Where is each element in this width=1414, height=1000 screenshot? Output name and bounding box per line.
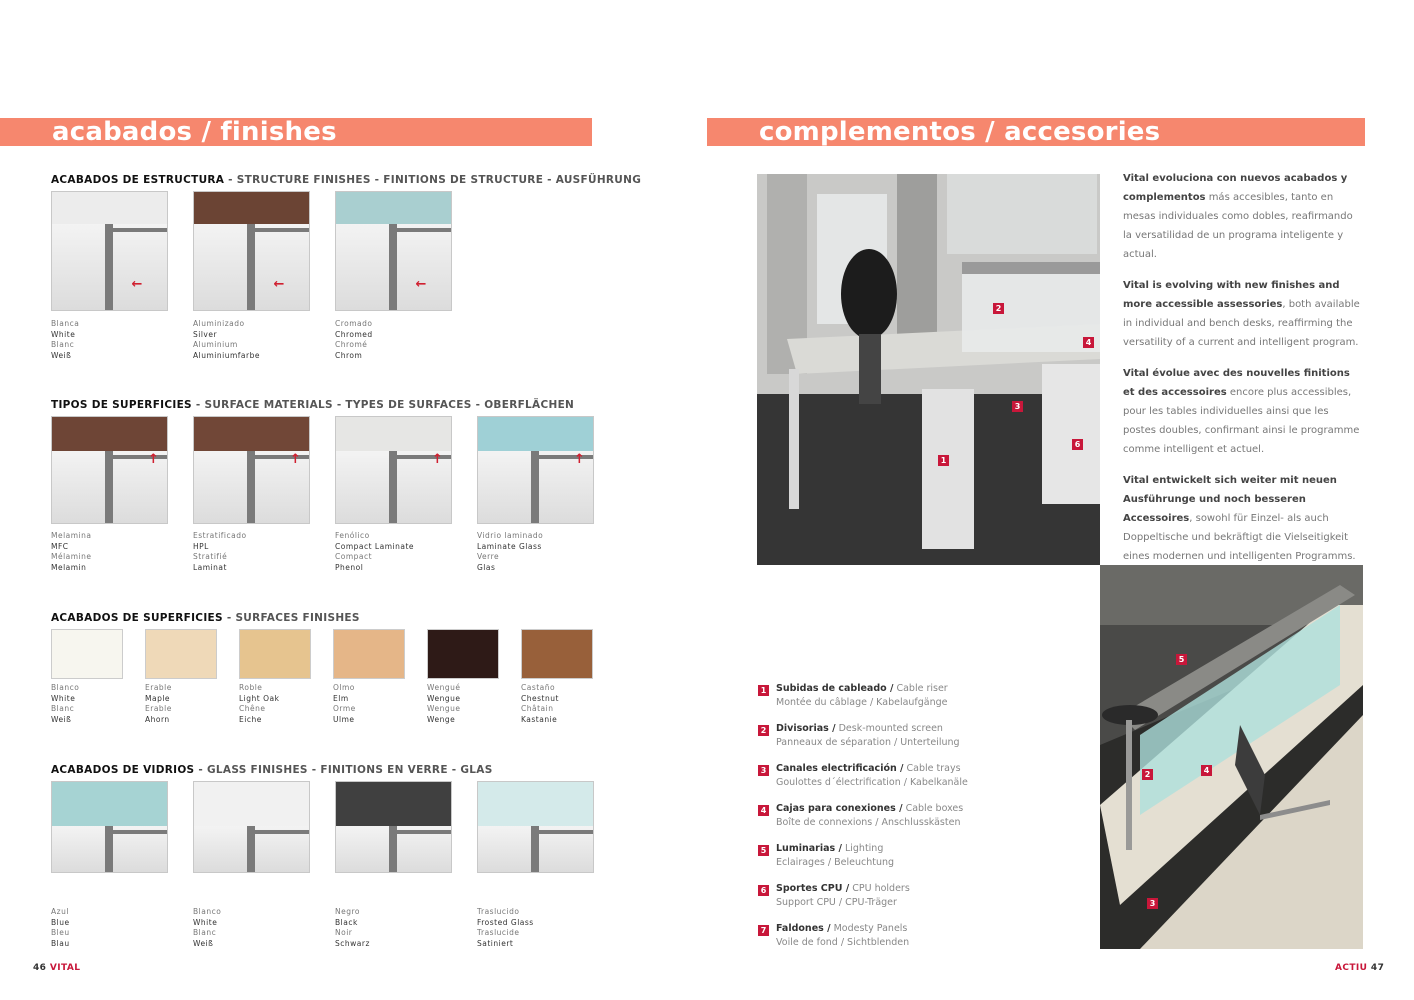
photo-marker: 3: [1147, 898, 1158, 909]
glass-finish-thumb: [477, 781, 594, 873]
finish-swatch: [427, 629, 499, 679]
finish-caption: [521, 683, 559, 725]
accessory-title: [776, 843, 883, 854]
glass-finish-thumb: [335, 781, 452, 873]
caption-de: Weiß: [193, 938, 214, 948]
caption-es: Roble: [239, 683, 263, 692]
caption-de: Weiß: [51, 714, 72, 724]
accessory-name-es: Subidas de cableado /: [776, 683, 894, 694]
desk-top-color: [336, 417, 451, 451]
caption-en: HPL: [193, 541, 209, 551]
caption-fr: Stratifié: [193, 552, 228, 562]
surface-material-thumb: [335, 416, 452, 524]
caption-es: Melamina: [51, 531, 92, 540]
accessory-number: 3: [758, 765, 769, 776]
arrow-icon: ↑: [573, 452, 585, 467]
accessory-name-es: Cajas para conexiones /: [776, 803, 903, 814]
desk-frame: [247, 228, 309, 232]
photo-marker: 3: [1012, 401, 1023, 412]
arrow-icon: ←: [131, 277, 143, 293]
finish-caption: [335, 907, 370, 949]
caption-en: Wengue: [427, 693, 461, 703]
intro-paragraph: [1123, 169, 1363, 264]
accessory-subtitle: Voile de fond / Sichtblenden: [776, 937, 910, 948]
banner-accessories: [707, 118, 1365, 146]
caption-fr: Chromé: [335, 340, 368, 350]
desk-frame: [247, 830, 309, 834]
finish-caption: [145, 683, 172, 725]
intro-text-body: encore plus accessibles, pour les tables individuelles ainsi que les postes doubles, confirmant ainsi le programme comme intelligent et actuel.: [1123, 387, 1360, 455]
desk-frame: [105, 224, 113, 310]
accessory-name-en: Cable trays: [903, 763, 961, 774]
intro-text-body: , both available in individual and bench desks, reaffirming the versatility of a current and intelligent program.: [1123, 299, 1360, 348]
desk-top-color: [336, 782, 451, 826]
surface-material-thumb: [51, 416, 168, 524]
intro-paragraph: [1123, 471, 1363, 566]
intro-bold: Vital evoluciona con nuevos acabados y complementos: [1123, 173, 1348, 203]
finish-caption: [193, 907, 221, 949]
desk-frame: [105, 830, 167, 834]
section-title-bold: ACABADOS DE ESTRUCTURA: [51, 174, 225, 186]
caption-de: Weiß: [51, 350, 72, 360]
caption-es: Olmo: [333, 683, 355, 692]
caption-en: Silver: [193, 329, 218, 339]
caption-es: Estratificado: [193, 531, 247, 540]
intro-text: [1123, 169, 1363, 578]
intro-text-body: más accesibles, tanto en mesas individuales como dobles, reafirmando la versatilidad de un programa inteligente y actual.: [1123, 192, 1353, 260]
desk-frame: [105, 451, 113, 523]
desk-frame: [105, 228, 167, 232]
accessory-subtitle: Goulottes d´électrification / Kabelkanäle: [776, 777, 968, 788]
accessory-title: [776, 683, 948, 694]
desk-frame: [531, 830, 593, 834]
footer-brand: VITAL: [49, 963, 81, 973]
accessory-name-en: Desk-mounted screen: [835, 723, 943, 734]
banner-finishes: [0, 118, 592, 146]
finish-caption: [239, 683, 279, 725]
caption-de: Ulme: [333, 714, 355, 724]
caption-de: Aluminiumfarbe: [193, 350, 260, 360]
section-title-rest: - SURFACES FINISHES: [222, 612, 360, 624]
desk-frame: [389, 228, 451, 232]
desk-top-color: [336, 192, 451, 224]
caption-de: Glas: [477, 562, 496, 572]
caption-en: Chestnut: [521, 693, 559, 703]
bench-desk-photo: [1100, 565, 1363, 949]
caption-en: Frosted Glass: [477, 917, 534, 927]
caption-en: Laminate Glass: [477, 541, 542, 551]
structure-finish-thumb: [51, 191, 168, 311]
accessory-number: 7: [758, 925, 769, 936]
desk-top-color: [52, 782, 167, 826]
caption-de: Laminat: [193, 562, 227, 572]
glass-finish-thumb: [51, 781, 168, 873]
page-title-left: acabados / finishes: [52, 117, 337, 147]
footer-right: [1335, 963, 1384, 973]
caption-fr: Bleu: [51, 928, 70, 938]
caption-fr: Chêne: [239, 704, 266, 714]
intro-text-body: , sowohl für Einzel- als auch Doppeltische und bekräftigt die Vielseitigkeit eines modernen und intelligenten Programms.: [1123, 513, 1356, 562]
accessory-name-en: Cable riser: [893, 683, 948, 694]
finish-swatch: [51, 629, 123, 679]
desk-top-color: [478, 782, 593, 826]
caption-de: Eiche: [239, 714, 262, 724]
structure-finish-thumb: [335, 191, 452, 311]
accessory-subtitle: Support CPU / CPU-Träger: [776, 897, 897, 908]
caption-en: Compact Laminate: [335, 541, 415, 551]
accessory-title: [776, 763, 961, 774]
caption-es: Vidrio laminado: [477, 531, 544, 540]
caption-fr: Erable: [145, 704, 172, 714]
caption-es: Wengué: [427, 683, 461, 692]
caption-fr: Blanc: [51, 704, 75, 714]
accessory-name-es: Faldones /: [776, 923, 831, 934]
caption-en: White: [193, 917, 218, 927]
caption-es: Castaño: [521, 683, 556, 692]
desk-top-color: [194, 782, 309, 826]
section-title-bold: ACABADOS DE VIDRIOS: [51, 764, 195, 776]
caption-de: Schwarz: [335, 938, 370, 948]
desk-top-color: [478, 417, 593, 451]
desk-top-color: [52, 417, 167, 451]
accessory-name-es: Canales electrificación /: [776, 763, 904, 774]
finish-caption: [193, 531, 247, 573]
caption-en: Black: [335, 917, 358, 927]
finish-swatch: [145, 629, 217, 679]
accessory-number: 6: [758, 885, 769, 896]
office-desk-photo: [757, 174, 1100, 565]
section-title-bold: ACABADOS DE SUPERFICIES: [51, 612, 223, 624]
surface-material-thumb: [193, 416, 310, 524]
finish-swatch: [521, 629, 593, 679]
desk-frame: [389, 830, 451, 834]
caption-es: Negro: [335, 907, 360, 916]
photo-marker: 4: [1083, 337, 1094, 348]
desk-frame: [389, 224, 397, 310]
accessory-title: [776, 803, 963, 814]
photo-marker: 6: [1072, 439, 1083, 450]
photo-marker: 1: [938, 455, 949, 466]
photo-marker: 2: [993, 303, 1004, 314]
intro-bold: Vital entwickelt sich weiter mit neuen Ausführunge und noch besseren Accessoires: [1123, 475, 1337, 524]
finish-caption: [51, 907, 70, 949]
caption-de: Kastanie: [521, 714, 558, 724]
arrow-icon: ↑: [147, 452, 159, 467]
finish-caption: [51, 531, 92, 573]
photo-marker: 5: [1176, 654, 1187, 665]
accessory-number: 4: [758, 805, 769, 816]
footer-brand: ACTIU: [1335, 963, 1368, 973]
accessory-number: 5: [758, 845, 769, 856]
caption-en: Elm: [333, 693, 349, 703]
caption-en: MFC: [51, 541, 69, 551]
caption-de: Satiniert: [477, 938, 514, 948]
section-title-rest: - STRUCTURE FINISHES - FINITIONS DE STRUCTURE - AUSFÜHRUNG: [224, 174, 642, 186]
surface-material-thumb: [477, 416, 594, 524]
caption-en: Blue: [51, 917, 70, 927]
footer-left: [33, 963, 80, 973]
caption-es: Cromado: [335, 319, 373, 328]
desk-frame: [531, 451, 539, 523]
accessory-name-es: Luminarias /: [776, 843, 842, 854]
office-desk-illustration: [757, 174, 1100, 565]
caption-en: Maple: [145, 693, 171, 703]
caption-de: Melamin: [51, 562, 87, 572]
caption-fr: Aluminium: [193, 340, 238, 350]
finish-caption: [477, 531, 543, 573]
accessory-name-en: Lighting: [841, 843, 884, 854]
intro-bold: Vital évolue avec des nouvelles finitions et des accessoires: [1123, 368, 1350, 398]
section-title-surfaces: [51, 399, 574, 411]
arrow-icon: ↑: [431, 452, 443, 467]
section-title-surface-finishes: [51, 612, 360, 624]
caption-de: Chrom: [335, 350, 363, 360]
caption-es: Blanco: [51, 683, 80, 692]
finish-caption: [193, 319, 260, 361]
section-title-structure: [51, 174, 641, 186]
caption-es: Aluminizado: [193, 319, 245, 328]
desk-frame: [247, 451, 255, 523]
accessory-title: [776, 923, 907, 934]
page-number: 46: [33, 963, 47, 973]
section-title-bold: TIPOS DE SUPERFICIES: [51, 399, 192, 411]
accessory-name-en: Modesty Panels: [830, 923, 908, 934]
accessory-subtitle: Eclairages / Beleuchtung: [776, 857, 895, 868]
desk-top-color: [52, 192, 167, 224]
caption-es: Blanco: [193, 907, 222, 916]
accessory-subtitle: Panneaux de séparation / Unterteilung: [776, 737, 960, 748]
caption-de: Ahorn: [145, 714, 170, 724]
accessory-name-es: Divisorias /: [776, 723, 836, 734]
caption-es: Fenólico: [335, 531, 370, 540]
finish-caption: [333, 683, 356, 725]
caption-en: White: [51, 693, 76, 703]
caption-de: Phenol: [335, 562, 364, 572]
accessory-subtitle: Montée du câblage / Kabelaufgänge: [776, 697, 948, 708]
caption-fr: Traslucide: [477, 928, 520, 938]
finish-swatch: [333, 629, 405, 679]
intro-paragraph: [1123, 276, 1363, 352]
caption-en: White: [51, 329, 76, 339]
caption-de: Wenge: [427, 714, 456, 724]
caption-fr: Orme: [333, 704, 356, 714]
section-title-rest: - SURFACE MATERIALS - TYPES DE SURFACES - OBERFLÄCHEN: [191, 399, 575, 411]
bench-desk-illustration: [1100, 565, 1363, 949]
caption-fr: Mélamine: [51, 552, 92, 562]
intro-bold: Vital is evolving with new finishes and more accessible assessories: [1123, 280, 1340, 310]
accessory-name-en: Cable boxes: [902, 803, 964, 814]
caption-en: Chromed: [335, 329, 373, 339]
accessory-name-es: Sportes CPU /: [776, 883, 850, 894]
photo-marker: 2: [1142, 769, 1153, 780]
desk-top-color: [194, 192, 309, 224]
desk-frame: [389, 451, 397, 523]
section-title-glass: [51, 764, 493, 776]
caption-es: Erable: [145, 683, 172, 692]
finish-swatch: [239, 629, 311, 679]
accessory-name-en: CPU holders: [849, 883, 910, 894]
finish-caption: [427, 683, 460, 725]
caption-fr: Wengue: [427, 704, 461, 714]
finish-caption: [335, 531, 414, 573]
glass-finish-thumb: [193, 781, 310, 873]
accessory-subtitle: Boîte de connexions / Anschlusskästen: [776, 817, 961, 828]
finish-caption: [335, 319, 373, 361]
section-title-rest: - GLASS FINISHES - FINITIONS EN VERRE - GLAS: [194, 764, 493, 776]
photo-marker: 4: [1201, 765, 1212, 776]
caption-de: Blau: [51, 938, 70, 948]
arrow-icon: ←: [273, 277, 285, 293]
accessory-number: 1: [758, 685, 769, 696]
desk-frame: [247, 224, 255, 310]
arrow-icon: ↑: [289, 452, 301, 467]
page-number: 47: [1370, 963, 1385, 973]
caption-es: Blanca: [51, 319, 80, 328]
finish-caption: [477, 907, 534, 949]
caption-en: Light Oak: [239, 693, 280, 703]
desk-top-color: [194, 417, 309, 451]
caption-fr: Noir: [335, 928, 353, 938]
caption-fr: Compact: [335, 552, 373, 562]
accessory-title: [776, 883, 910, 894]
accessory-title: [776, 723, 943, 734]
caption-fr: Blanc: [51, 340, 75, 350]
accessory-number: 2: [758, 725, 769, 736]
structure-finish-thumb: [193, 191, 310, 311]
intro-paragraph: [1123, 364, 1363, 459]
arrow-icon: ←: [415, 277, 427, 293]
finish-caption: [51, 319, 79, 361]
caption-es: Azul: [51, 907, 69, 916]
caption-es: Traslucido: [477, 907, 520, 916]
finish-caption: [51, 683, 79, 725]
caption-fr: Verre: [477, 552, 500, 562]
caption-fr: Blanc: [193, 928, 217, 938]
caption-fr: Châtain: [521, 704, 554, 714]
page-title-right: complementos / accesories: [759, 117, 1161, 147]
